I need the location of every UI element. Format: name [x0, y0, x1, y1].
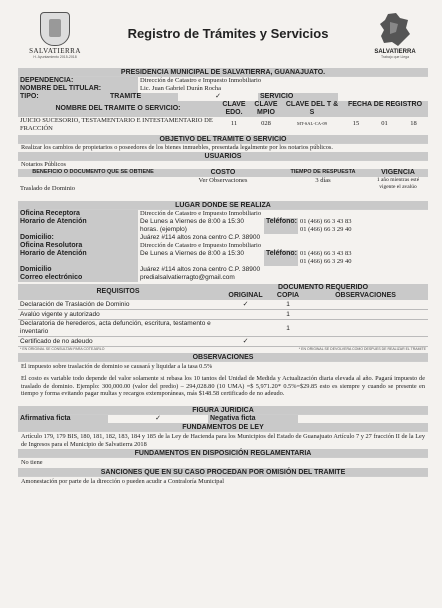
lugar-heading: LUGAR DONDE SE REALIZA: [18, 201, 428, 210]
resolutora-row: [18, 242, 428, 250]
titular-value: Lic. Juan Gabriel Durán Rocha: [140, 85, 222, 92]
requisito-original: [218, 310, 273, 319]
telefono-label: Teléfono:: [264, 218, 298, 234]
requisito-copia: 1: [286, 301, 290, 308]
clave-edo-value: 11: [230, 120, 238, 127]
domicilio-value: Juárez #114 altos zona centro C.P. 38900: [140, 234, 261, 241]
servicio-check: [338, 93, 428, 101]
tiempo-value: 3 días: [315, 177, 331, 184]
crest-icon: [40, 12, 70, 46]
reglamentaria-heading: FUNDAMENTOS EN DISPOSICIÓN REGLAMENTARIA: [18, 449, 428, 458]
requisito-copia: 1: [286, 311, 290, 318]
requisito-observaciones: [303, 320, 428, 336]
tramite-checkmark: ✓: [215, 93, 221, 100]
left-logo-sub: H. Ayuntamiento 2015-2018: [33, 55, 77, 59]
clave-edo-header: CLAVE EDO.: [218, 101, 250, 117]
clave-mpio-header: CLAVE MPIO: [250, 101, 282, 117]
tramite-data-row: [18, 117, 428, 135]
original-header: ORIGINAL: [218, 292, 273, 300]
telefono2-1: 01 (466) 66 3 43 83: [300, 250, 352, 257]
tramite-name: JUICIO SUCESORIO, TESTAMENTARIO E INTESTAMENTARIO DE FRACCIÓN: [20, 117, 213, 132]
left-logo-name: SALVATIERRA: [29, 47, 81, 55]
tramite-label: TRAMITE: [108, 93, 178, 101]
document-title: Registro de Trámites y Servicios: [127, 26, 329, 41]
salvatierra-map-logo: [366, 12, 424, 68]
footnote-left: * EN ORIGINAL SE CONSULTAN PARA COTEJARLO: [20, 347, 105, 351]
correo-value: predialsalvatierragto@gmail.com: [140, 274, 235, 281]
domicilio-label: Domicilio:: [18, 234, 138, 242]
sanciones-text: Amonestación por parte de la dirección o pueden acudir a Contraloría Municipal: [21, 478, 225, 485]
copia-header: COPIA: [273, 292, 303, 300]
fundamentos-heading: FUNDAMENTOS DE LEY: [18, 423, 428, 432]
resolutora-value: Dirección de Catastro e Impuesto Inmobiliario: [140, 242, 262, 249]
costo-header: COSTO: [168, 169, 278, 177]
observaciones-text-2: El costo es variable todo depende del valor solamente si rebasa los 10 tantos del Unidad de Medida y Actualización diaria elevada al año. Pagará impuesto de traslado de dominio. Ejemplo: 300,000.00 (valor del predio) – 294,028.80 (10 UMA) =$ 5,971.20* 0.5%=$29.85 esto es siempre y cuando se presente en tiempo y forma evitando pagar multas y recargos extemporáneas, más $148.58 certificado de no adeudo.: [21, 375, 425, 397]
fecha-month: 01: [381, 120, 388, 127]
horario2-value: De Lunes a Viernes de 8:00 a 15:30: [140, 250, 244, 257]
clave-tys-header: CLAVE DEL T & S: [282, 101, 342, 117]
beneficio-data-row: [18, 177, 428, 201]
right-logo-name: SALVATIERRA: [374, 49, 416, 55]
negativa-check: [298, 415, 428, 423]
salvatierra-crest-logo: [24, 12, 86, 68]
telefono-values: [298, 218, 428, 234]
correo-row: [18, 274, 428, 282]
beneficio-header-row: [18, 169, 428, 177]
titular-row: [18, 85, 428, 93]
documento-requerido-group: [218, 284, 428, 300]
receptora-value: Dirección de Catastro e Impuesto Inmobiliario: [140, 210, 262, 217]
resolutora-label: Oficina Resolutora: [18, 242, 138, 250]
horario-value: De Lunes a Viernes de 8:00 a 15:30 horas. (ejemplo): [140, 218, 244, 233]
requisito-row: [18, 300, 428, 310]
afirmativa-label: Afirmativa ficta: [18, 415, 108, 423]
domicilio2-row: [18, 266, 428, 274]
horario2-row: [18, 250, 428, 266]
documento-requerido-header: DOCUMENTO REQUERIDO: [218, 284, 428, 292]
tramite-header-row: [18, 101, 428, 117]
vigencia-value: 1 año mientras esté vigente el avalúo: [376, 177, 420, 190]
requisitos-header: REQUISITOS: [18, 284, 218, 300]
dependencia-value: Dirección de Catastro e Impuesto Inmobiliario: [140, 77, 262, 84]
requisito-row: [18, 337, 428, 347]
observaciones-heading: OBSERVACIONES: [18, 353, 428, 362]
requisito-row: [18, 310, 428, 320]
requisito-name: Certificado de no adeudo: [20, 338, 93, 345]
domicilio2-label: Domicilio: [18, 266, 138, 274]
document-page: [18, 10, 428, 600]
vigencia-header: VIGENCIA: [368, 169, 428, 177]
requisito-name: Declaración de Traslación de Dominio: [20, 301, 130, 308]
fecha-registro-header: FECHA DE REGISTRO: [342, 101, 428, 117]
observaciones-header: OBSERVACIONES: [303, 292, 428, 300]
requisito-observaciones: [303, 310, 428, 319]
horario2-label: Horario de Atención: [18, 250, 138, 266]
telefono2-2: 01 (466) 66 3 29 40: [300, 258, 352, 265]
costo-value: Ver Observaciones: [198, 177, 248, 184]
afirmativa-checkmark: ✓: [155, 415, 161, 422]
figura-juridica-heading: FIGURA JURIDICA: [18, 406, 428, 415]
domicilio2-value: Juárez #114 altos zona centro C.P. 38900: [140, 266, 261, 273]
requisito-observaciones: [303, 337, 428, 346]
beneficio-header: BENEFICIO O DOCUMENTO QUE SE OBTIENE: [18, 169, 168, 177]
footnote-right: * EN ORIGINAL SE DEVOLVERA COMO DESPUES DE REALIZAR EL TRAMITE: [298, 347, 426, 351]
documento-subheader-row: [218, 292, 428, 300]
sanciones-heading: SANCIONES QUE EN SU CASO PROCEDAN POR OMISIÓN DEL TRAMITE: [18, 468, 428, 477]
right-logo-sub: Trabajo que Llega: [380, 55, 410, 59]
requisito-original: [218, 320, 273, 336]
horario-row: [18, 218, 428, 234]
telefono2-values: [298, 250, 428, 266]
requisito-name: Declaratoria de herederos, acta defunción, escritura, testamento e inventario: [20, 320, 211, 335]
dependencia-row: [18, 77, 428, 85]
objetivo-text: Realizar los cambios de propietarios o poseedores de los bienes inmuebles, presentada legalmente por los notarios públicos.: [21, 144, 333, 151]
domicilio-row: [18, 234, 428, 242]
negativa-label: Negativa ficta: [208, 415, 298, 423]
clave-mpio-value: 028: [261, 120, 271, 127]
observaciones-text-1: El impuesto sobre traslación de dominio se causará y liquidar a la tasa 0.5%: [21, 363, 213, 370]
fundamentos-text: Artículo 179, 179 BIS, 180, 181, 182, 183, 184 y 185 de la Ley de Hacienda para los Municipios del Estado de Guanajuato Artículo 7 y 27 fracción II de la Ley de Ingresos para el Municipio de Salvatierra 2018: [21, 433, 425, 448]
tipo-label: TIPO:: [18, 93, 108, 101]
titular-label: NOMBRE DEL TITULAR:: [18, 85, 138, 93]
correo-label: Correo electrónico: [18, 274, 138, 282]
objetivo-heading: OBJETIVO DEL TRAMITE O SERVICIO: [18, 135, 428, 144]
telefono-1: 01 (466) 66 3 43 83: [300, 218, 352, 225]
document-header: [18, 10, 428, 68]
dependencia-label: DEPENDENCIA:: [18, 77, 138, 85]
map-icon: [378, 12, 412, 48]
presidencia-heading: PRESIDENCIA MUNICIPAL DE SALVATIERRA, GUANAJUATO.: [18, 68, 428, 77]
nombre-tramite-header: NOMBRE DEL TRAMITE O SERVICIO:: [18, 101, 218, 117]
requisitos-header-row: [18, 284, 428, 300]
receptora-label: Oficina Receptora: [18, 210, 138, 218]
horario-label: Horario de Atención: [18, 218, 138, 234]
requisito-original: ✓: [242, 301, 249, 308]
usuarios-text: Notarios Públicos: [21, 161, 66, 168]
tipo-row: [18, 93, 428, 101]
requisito-row: [18, 320, 428, 337]
tiempo-header: TIEMPO DE RESPUESTA: [278, 169, 368, 177]
reglamentaria-text: No tiene: [21, 459, 43, 466]
receptora-row: [18, 210, 428, 218]
requisito-copia: [273, 337, 303, 346]
figura-row: [18, 415, 428, 423]
clave-tys-value: MT-SAL-CA-09: [296, 121, 328, 126]
beneficio-value: Traslado de Dominio: [20, 185, 76, 192]
requisito-copia: 1: [286, 325, 290, 332]
telefono2-label: Teléfono:: [264, 250, 298, 266]
fecha-day: 15: [352, 120, 360, 127]
telefono-2: 01 (466) 66 3 29 40: [300, 226, 352, 233]
fecha-year: 18: [410, 120, 417, 127]
requisito-observaciones: [303, 300, 428, 309]
registro-form: [18, 68, 428, 487]
requisito-original: ✓: [242, 338, 249, 345]
servicio-label: SERVICIO: [258, 93, 338, 101]
usuarios-heading: USUARIOS: [18, 152, 428, 161]
requisito-name: Avalúo vigente y autorizado: [20, 311, 100, 318]
